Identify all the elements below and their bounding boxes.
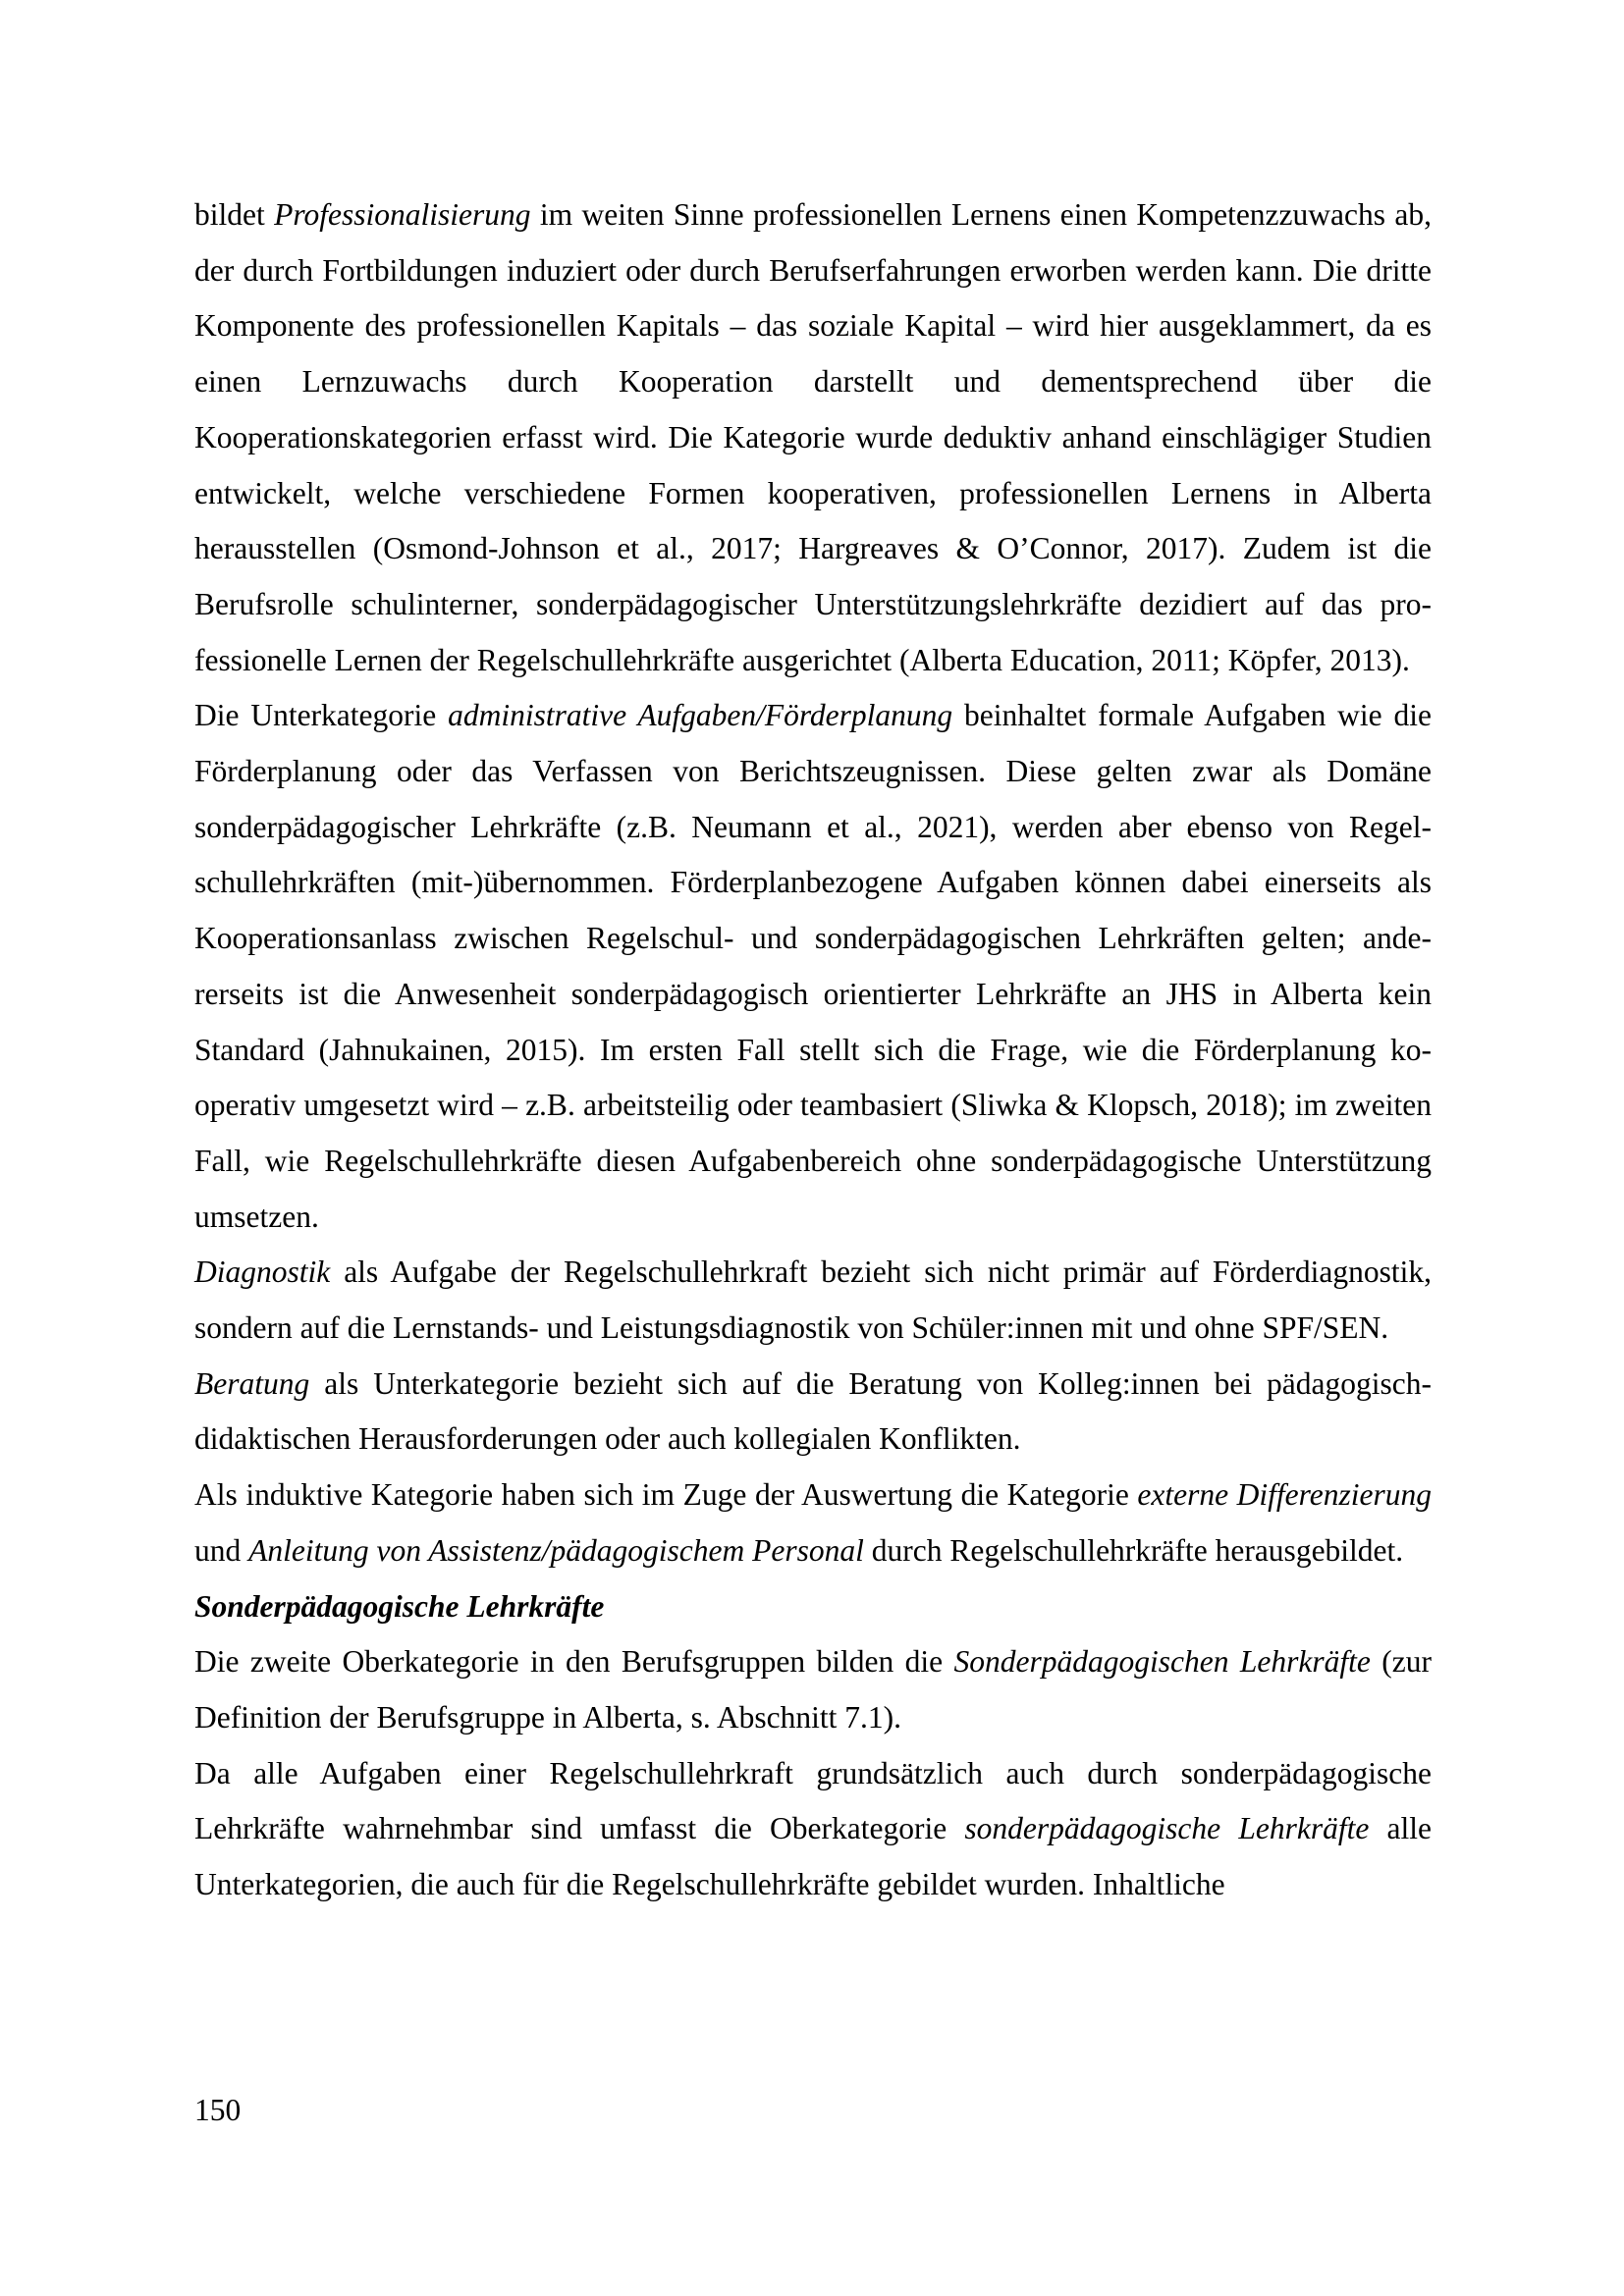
text-run: Die zweite Oberkategorie in den Berufsgruppen bilden die (194, 1644, 954, 1680)
italic-term: Sonderpädagogischen Lehrkräfte (953, 1644, 1371, 1680)
text-run: als Aufgabe der Regelschullehrkraft bezieht sich nicht primär auf Förderdiagnostik, sondern auf die Lernstands- und Leistungsdiagnostik von Schüler:innen mit und ohne SPF/SEN. (194, 1255, 1432, 1346)
page-body (194, 187, 1432, 1913)
text-run: und (194, 1532, 249, 1568)
text-run: beinhaltet formale Aufgaben wie die Förderplanung oder das Verfassen von Berichtszeugnissen. Diese gelten zwar als Domäne sonderpädagogischer Lehrkräfte (z.B. Neumann et al., 2021), werden aber ebenso von Regelschullehrkräften (mit-)übernommen. Förderplanbezogene Aufgaben können dabei einerseits als Kooperationsanlass zwischen Regelschul- und sonderpädagogischen Lehrkräften gelten; andererseits ist die Anwesenheit sonderpädagogisch orientierter Lehrkräfte an JHS in Alberta kein Standard (Jahnukainen, 2015). Im ersten Fall stellt sich die Frage, wie die Förderplanung kooperativ umgesetzt wird – z.B. arbeitsteilig oder teambasiert (Sliwka & Klopsch, 2018); im zweiten Fall, wie Regelschullehrkräfte diesen Aufgabenbereich ohne sonderpädagogische Unterstützung umsetzen. (194, 698, 1433, 1234)
text-run: (zur Definition der Berufsgruppe in Alberta, s. Abschnitt 7.1). (194, 1644, 1432, 1735)
italic-term: externe Differenzierung (1137, 1477, 1432, 1513)
text-run: Die Unterkategorie (194, 698, 449, 733)
text-run: bildet (194, 197, 275, 232)
text-run: Als induktive Kategorie haben sich im Zuge der Auswertung die Kategorie (194, 1477, 1138, 1513)
italic-term: Professionalisierung (274, 197, 531, 232)
page-number: 150 (194, 2093, 242, 2127)
text-run: alle Unterkategorien, die auch für die Regelschullehrkräfte gebildet wurden. Inhaltliche (194, 1811, 1432, 1902)
section-heading: Sonderpädagogische Lehrkräfte (194, 1588, 605, 1624)
paragraph-beratung (194, 1357, 1432, 1468)
text-run: als Unterkategorie bezieht sich auf die Beratung von Kolleg:innen bei pädagogisch-didaktischen Herausforderungen oder auch kollegialen Konflikten. (194, 1365, 1432, 1457)
italic-term: Beratung (194, 1365, 310, 1401)
paragraph-induktive-kategorie (194, 1468, 1432, 1578)
text-run: Da alle Aufgaben einer Regelschullehrkraft grundsätzlich auch durch sonderpädagogische Lehrkräfte wahrnehmbar sind umfasst die Oberkategorie (194, 1755, 1432, 1846)
paragraph-alle-aufgaben (194, 1746, 1432, 1913)
paragraph-zweite-oberkategorie (194, 1634, 1432, 1745)
paragraph-professionalisierung (194, 187, 1432, 688)
italic-term: sonderpädagogische Lehrkräfte (964, 1811, 1370, 1846)
text-run: durch Regelschullehrkräfte herausgebildet. (863, 1532, 1404, 1568)
italic-term: administrative Aufgaben/Förderplanung (448, 698, 953, 733)
italic-term: Anleitung von Assistenz/pädagogischem Personal (248, 1532, 864, 1568)
italic-term: Diagnostik (194, 1255, 331, 1290)
text-run: im weiten Sinne professionellen Lernens einen Kompetenzzuwachs ab, der durch Fortbildungen induziert oder durch Berufserfahrungen erworben werden kann. Die dritte Komponente des professionellen Kapitals – das soziale Kapital – wird hier ausgeklammert, da es einen Lernzuwachs durch Kooperation darstellt und dementsprechend über die Kooperationskategorien erfasst wird. Die Kategorie wurde deduktiv anhand einschlägiger Studien entwickelt, welche verschiedene Formen kooperativen, professionellen Lernens in Alberta herausstellen (Osmond-Johnson et al., 2017; Hargreaves & O’Connor, 2017). Zudem ist die Berufsrolle schulinterner, sonderpädagogischer Unterstützungslehrkräfte dezidiert auf das professionelle Lernen der Regelschullehrkräfte ausgerichtet (Alberta Education, 2011; Köpfer, 2013). (194, 197, 1432, 677)
paragraph-administrative-aufgaben (194, 688, 1432, 1245)
paragraph-diagnostik (194, 1245, 1432, 1356)
